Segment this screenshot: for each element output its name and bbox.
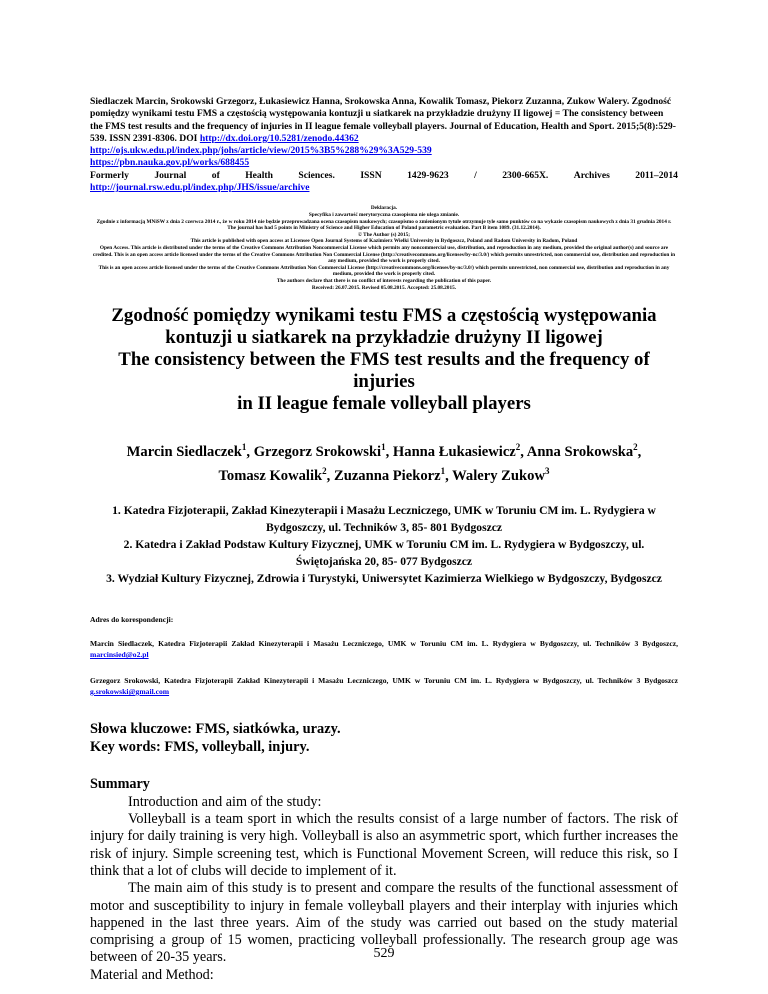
title-pl-line: kontuzji u siatkarek na przykładzie drużyny II ligowej: [165, 327, 603, 349]
declaration-line: The journal has had 5 points in Ministry of Science and Higher Education of Poland parametric evaluation. Part B item 1089. (31.12.2014).: [227, 225, 541, 232]
author: Zuzanna Piekorz: [333, 468, 441, 485]
author: Tomasz Kowalik: [218, 468, 323, 485]
keywords-en: Key words: FMS, volleyball, injury.: [90, 738, 310, 755]
doi-link[interactable]: http://dx.doi.org/10.5281/zenodo.44362: [199, 132, 359, 144]
email-link[interactable]: marcinsied@o2.pl: [90, 650, 149, 660]
declaration-line: This article is published with open access at Licensee Open Journal Systems of Kazimierz Wielki University in Bydgoszcz, Poland and Radom University in Radom, Poland: [190, 238, 578, 245]
keywords-pl: Słowa kluczowe: FMS, siatkówka, urazy.: [90, 721, 341, 738]
article-page: [90, 96, 678, 984]
archive-link[interactable]: http://journal.rsw.edu.pl/index.php/JHS/issue/archive: [90, 182, 310, 194]
methods-heading: Material and Method:: [90, 966, 214, 983]
article-title: [90, 305, 678, 415]
email-link[interactable]: g.srokowski@gmail.com: [90, 687, 170, 697]
author: Hanna Łukasiewicz: [392, 443, 516, 460]
declaration-line: Zgodnie z informacją MNiSW z dnia 2 czerwca 2014 r., że w roku 2014 nie będzie przeprowadzana ocena czasopism naukowych; czasopismo o zmienionym tytule otrzymuje tyle samo punktów co na wykazie czasopism naukowych z dnia 31 grudnia 2014 r.: [96, 218, 672, 225]
title-en-line: in II league female volleyball players: [237, 393, 531, 415]
author: Grzegorz Srokowski: [253, 443, 382, 460]
title-en-line: The consistency between the FMS test results and the frequency of injuries: [118, 349, 650, 393]
affiliation-3: 3. Wydział Kultury Fizycznej, Zdrowia i Turystyki, Uniwersytet Kazimierza Wielkiego w Bydgoszczy, Bydgoszcz: [106, 571, 662, 585]
declaration-line: The authors declare that there is no conflict of interests regarding the publication of this paper.: [276, 277, 492, 284]
affiliations: [90, 502, 678, 587]
title-pl-line: Zgodność pomiędzy wynikami testu FMS a częstością występowania: [111, 305, 657, 327]
affiliation-1: 1. Katedra Fizjoterapii, Zakład Kinezyterapii i Masażu Leczniczego, UMK w Toruniu CM im. L. Rydygiera w Bydgoszczy, ul. Techników 3, 85- 801 Bydgoszcz: [112, 503, 656, 534]
keywords: [90, 721, 678, 756]
author: Anna Srokowska: [526, 443, 634, 460]
author-list: Marcin Siedlaczek$^1$, Grzegorz Srokowski$^1$, Hanna Łukasiewicz$^2$, Anna Srokowska$^2$, Tomasz Kowalik$^2$, Zuzanna Piekorz$^1$, Walery Zukow$^3$: [126, 442, 642, 485]
correspondence-2: Grzegorz Srokowski, Katedra Fizjoterapii Zakład Kinezyterapii i Masażu Leczniczego, UMK w Toruniu CM im. L. Rydygiera w Bydgoszczy, ul. Techników 3 Bydgoszcz g.srokowski@gmail.com: [90, 675, 678, 697]
author: Marcin Siedlaczek: [126, 443, 242, 460]
author: Walery Zukow: [452, 468, 545, 485]
declaration-block: [90, 205, 678, 291]
declaration-line: Specyfika i zawartość merytoryczna czasopisma nie ulega zmianie.: [308, 211, 460, 218]
affiliation-2: 2. Katedra i Zakład Podstaw Kultury Fizycznej, UMK w Toruniu CM im. L. Rydygiera w Bydgoszczy, ul. Świętojańska 20, 85- 077 Bydgoszcz: [123, 537, 645, 568]
declaration-line: Open Access. This article is distributed under the terms of the Creative Commons Attribution Noncommercial License which permits any noncommercial use, distribution, and reproduction in any medium, provided the original author(s) and source are credited. This is an open access article licensed under the terms of the Creative Commons Attribution Non Commercial License (http://creativecommons.org/licenses/by-nc/3.0/) which permits unrestricted, non commercial use, distribution and reproduction in any medium, provided the work is properly cited.: [92, 244, 676, 265]
declaration-line: Deklaracja.: [370, 205, 398, 212]
formerly-line: Formerly Journal of Health Sciences. ISSN 1429-9623 / 2300-665X. Archives 2011–2014: [90, 169, 678, 181]
citation-block: [90, 96, 678, 194]
summary-paragraph: Volleyball is a team sport in which the results consist of a large number of factors. The risk of injury for daily training is very high. Volleyball is also an asymmetric sport, which further increases the risk of injury. Simple screening test, which is Functional Movement Screen, will reduce this risk, so I think that a lot of clubs will decide to implement of it.: [90, 811, 678, 879]
declaration-line: This is an open access article licensed under the terms of the Creative Commons Attribution Non Commercial License (http://creativecommons.org/licenses/by-nc/3.0/) which permits unrestricted, non commercial use, distribution and reproduction in any medium, provided the work is properly cited.: [98, 264, 670, 278]
pbn-link[interactable]: https://pbn.nauka.gov.pl/works/688455: [90, 157, 250, 169]
declaration-line: Received: 26.07.2015. Revised 05.08.2015. Accepted: 25.08.2015.: [311, 284, 457, 291]
summary-heading: Summary: [90, 776, 150, 793]
correspondence-1: Marcin Siedlaczek, Katedra Fizjoterapii Zakład Kinezyterapii i Masażu Leczniczego, UMK w Toruniu CM im. L. Rydygiera w Bydgoszczy, ul. Techników 3 Bydgoszcz, marcinsied@o2.pl: [90, 638, 678, 660]
page-number: 529: [373, 946, 395, 961]
ojs-link[interactable]: http://ojs.ukw.edu.pl/index.php/johs/article/view/2015%3B5%288%29%3A529-539: [90, 145, 432, 157]
declaration-line: © The Author (s) 2015;: [357, 231, 411, 238]
summary-paragraph: The main aim of this study is to present and compare the results of the functional assessment of motor and susceptibility to injury in female volleyball players and their interplay with injuries which happened in the last three years. Aim of the study was carried out based on the study material comprising a group of 15 women, practicing volleyball professionally. The research group age was between of 20-35 years.: [90, 880, 678, 966]
correspondence-label: Adres do korespondencji:: [90, 614, 174, 624]
intro-heading: Introduction and aim of the study:: [128, 793, 322, 810]
citation-text: Siedlaczek Marcin, Srokowski Grzegorz, Łukasiewicz Hanna, Srokowska Anna, Kowalik Tomasz, Piekorz Zuzanna, Zukow Walery. Zgodność pomiędzy wynikami testu FMS a częstością występowania kontuzji u siatkarek na przykładzie drużyny II ligowej = The consistency between the FMS test results and the frequency of injuries in II league female volleyball players. Journal of Education, Health and Sport. 2015;5(8):529-539. ISSN 2391-8306. DOI: [90, 96, 676, 144]
